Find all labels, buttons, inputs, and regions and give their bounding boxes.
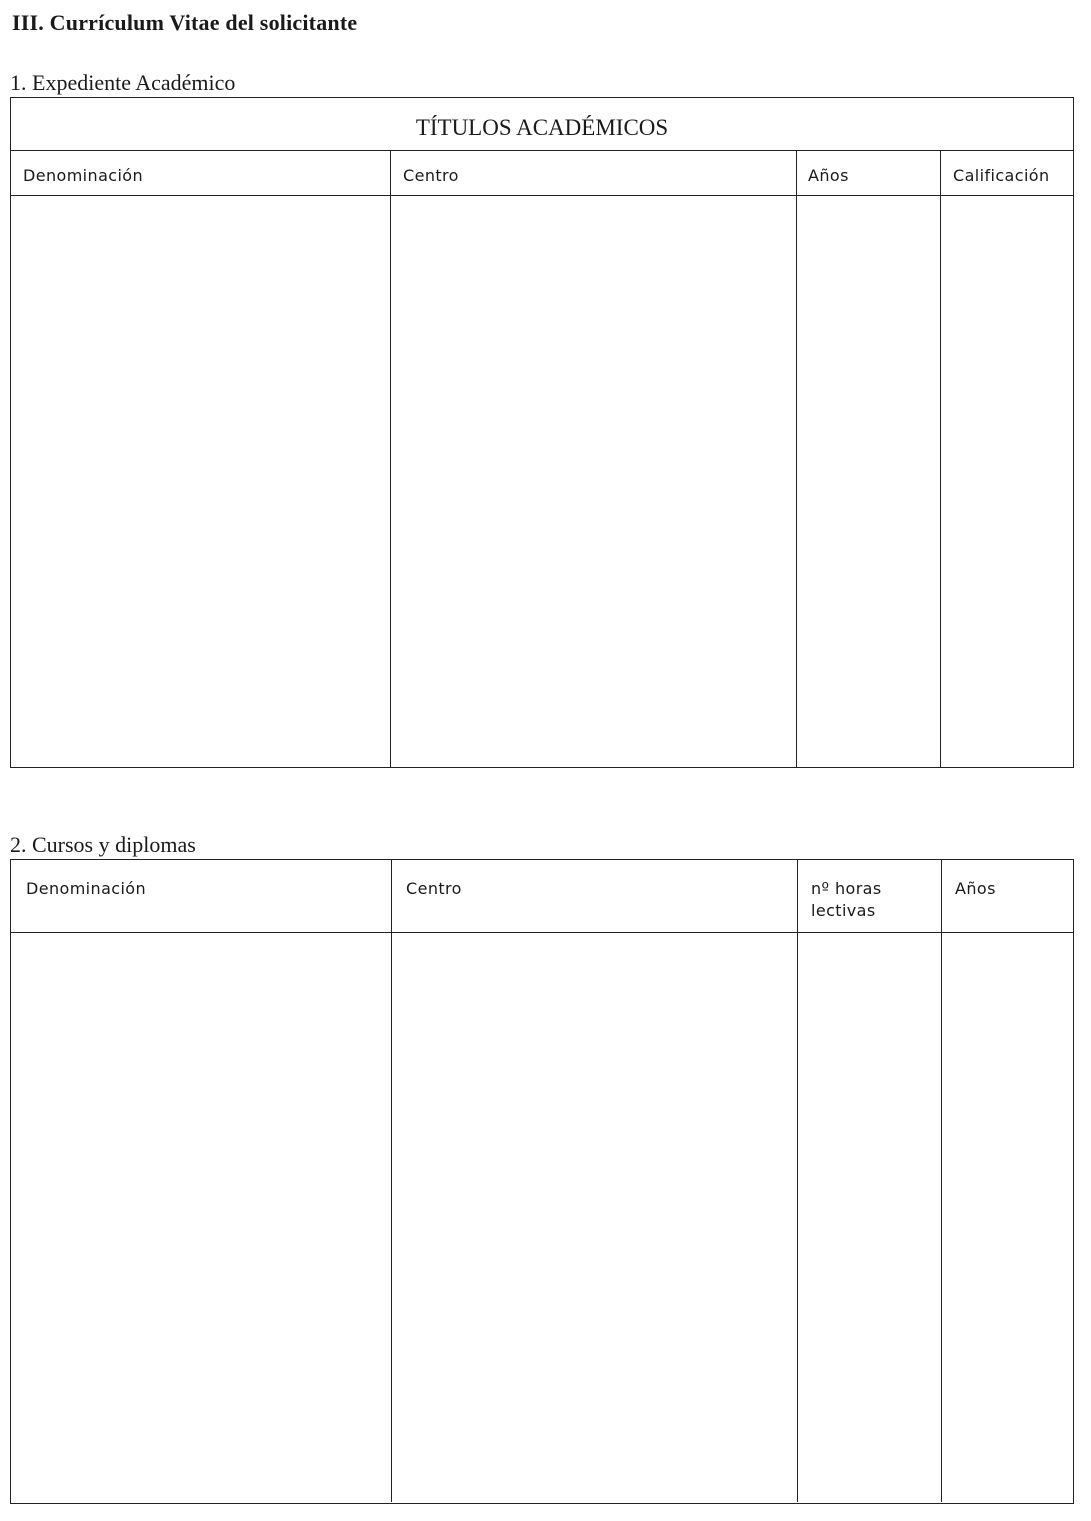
header-divider: [11, 932, 1073, 933]
denominacion-entry-cell[interactable]: [11, 934, 391, 1502]
column-divider: [941, 860, 942, 1502]
column-header-centro: Centro: [406, 879, 462, 898]
centro-entry-cell[interactable]: [393, 934, 797, 1502]
column-divider: [797, 860, 798, 1502]
horas-lectivas-entry-cell[interactable]: [799, 934, 941, 1502]
anos-entry-cell[interactable]: [798, 197, 940, 767]
calificacion-entry-cell[interactable]: [942, 197, 1072, 767]
section-heading: III. Currículum Vitae del solicitante: [12, 10, 358, 35]
column-divider: [940, 150, 941, 767]
column-header-horas-lectivas: nº horas lectivas: [811, 879, 882, 920]
column-divider: [391, 860, 392, 1502]
column-header-denominacion: Denominación: [26, 879, 147, 898]
subsection-title-expediente: 1. Expediente Académico: [10, 70, 236, 95]
anos-entry-cell[interactable]: [943, 934, 1072, 1502]
column-header-anos: Años: [808, 166, 849, 185]
centro-entry-cell[interactable]: [392, 197, 796, 767]
cursos-diplomas-table: [10, 859, 1074, 1504]
column-divider: [390, 150, 391, 767]
titulos-academicos-table: [10, 97, 1074, 768]
column-header-anos: Años: [955, 879, 996, 898]
column-header-centro: Centro: [403, 166, 459, 185]
denominacion-entry-cell[interactable]: [11, 197, 390, 767]
column-header-calificacion: Calificación: [953, 166, 1050, 185]
column-header-denominacion: Denominación: [23, 166, 144, 185]
subsection-title-cursos: 2. Cursos y diplomas: [10, 832, 196, 857]
column-divider: [796, 150, 797, 767]
table-caption: TÍTULOS ACADÉMICOS: [11, 98, 1073, 151]
header-divider: [11, 195, 1073, 196]
